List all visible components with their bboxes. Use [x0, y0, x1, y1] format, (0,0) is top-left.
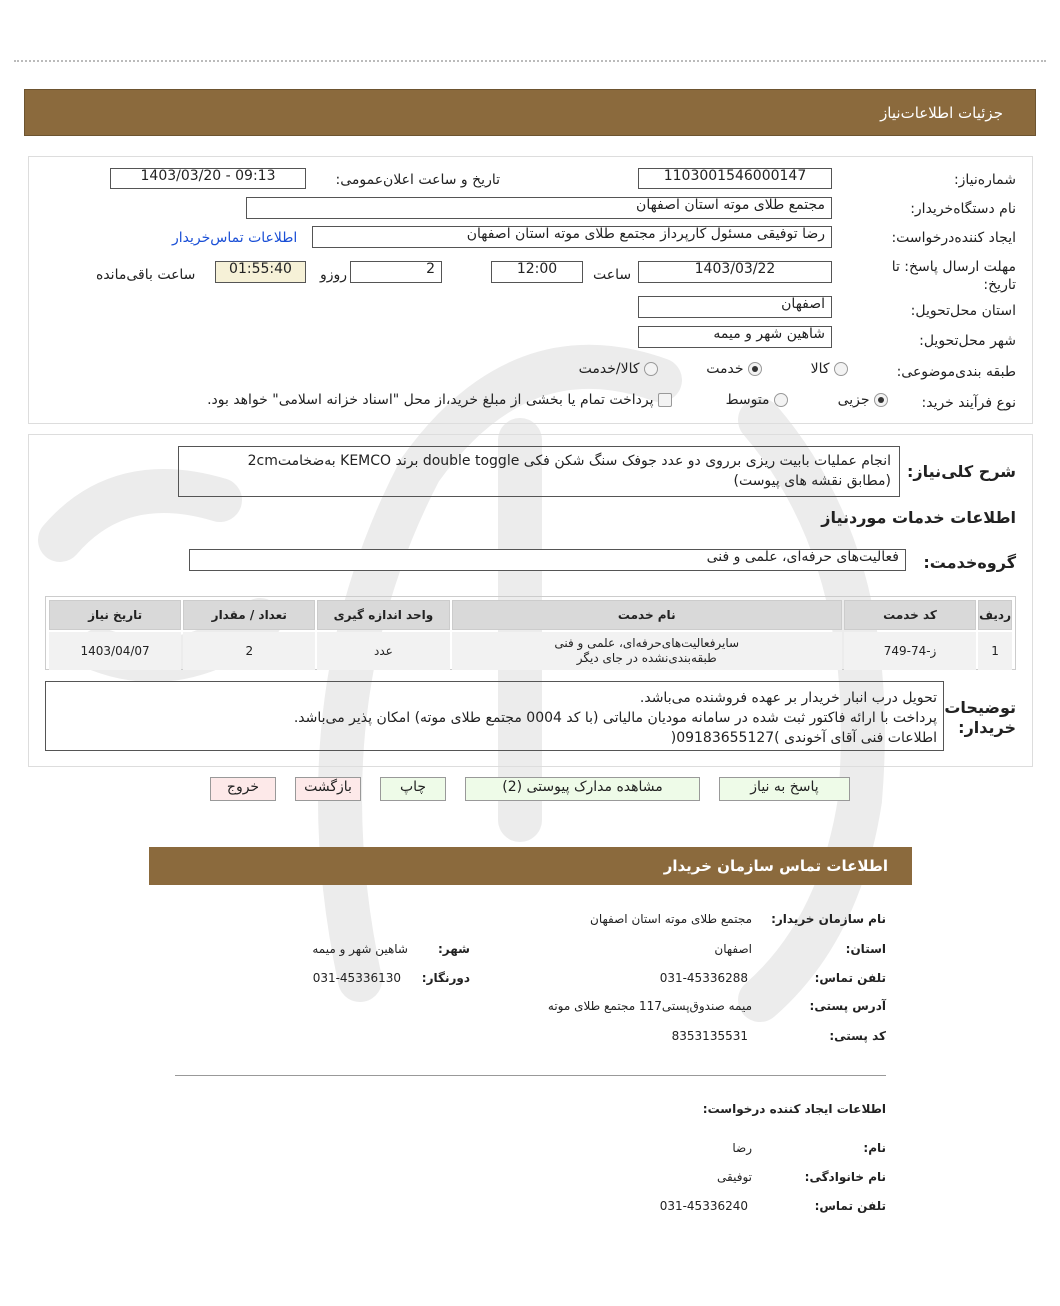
buyer-notes-box: [45, 681, 944, 751]
exit-button[interactable]: خروج: [210, 777, 276, 801]
creator-first-name-value: رضا: [732, 1141, 752, 1155]
cell-date: 1403/04/07: [49, 632, 181, 670]
deadline-label-line2: تاریخ:: [983, 277, 1016, 293]
buyer-notes-line2: پرداخت با ارائه فاکتور ثبت شده در سامانه مودیان مالیاتی (با کد 0004 مجتمع طلای موته) امکان پذیر می‌باشد.: [293, 710, 937, 726]
announce-date-label: تاریخ و ساعت اعلان‌عمومی:: [335, 172, 500, 188]
buyer-notes-label: [944, 698, 1016, 738]
contact-fax-value: 031-45336130: [312, 971, 401, 985]
cell-name-line2: طبقه‌بندی‌نشده در جای دیگر: [576, 651, 717, 665]
radio-goods-service[interactable]: [644, 362, 658, 376]
remaining-label: ساعت باقی‌مانده: [96, 267, 196, 283]
buyer-notes-label-line1: توضیحات: [944, 698, 1016, 717]
buyer-notes-line3: اطلاعات فنی آقای آخوندی )09183655127(: [670, 730, 937, 746]
col-unit: واحد اندازه گیری: [317, 600, 449, 630]
cell-code: ز-74-749: [844, 632, 976, 670]
radio-medium[interactable]: [774, 393, 788, 407]
creator-first-name-label: نام:: [863, 1141, 886, 1155]
cell-qty: 2: [183, 632, 315, 670]
print-button[interactable]: چاپ: [380, 777, 446, 801]
cell-name-line1: سایرفعالیت‌های‌حرفه‌ای، علمی و فنی: [554, 636, 740, 650]
table-row: [49, 632, 1012, 670]
reply-button[interactable]: پاسخ به نیاز: [719, 777, 850, 801]
page-header: [24, 89, 1036, 136]
process-label: نوع فرآیند خرید:: [921, 395, 1016, 411]
creator-phone-label: تلفن تماس:: [814, 1199, 886, 1213]
city-field: شاهین شهر و میمه: [638, 326, 832, 348]
creator-last-name-label: نام خانوادگی:: [804, 1170, 886, 1184]
radio-goods[interactable]: [834, 362, 848, 376]
city-label: شهر محل‌تحویل:: [919, 333, 1016, 349]
page-title: جزئیات اطلاعات‌نیاز: [880, 104, 1003, 122]
deadline-label-line1: مهلت ارسال پاسخ: تا: [891, 259, 1016, 275]
service-group-label: گروه‌خدمت:: [923, 553, 1016, 572]
description-text-line1: انجام عملیات بابیت ریزی برروی دو عدد جوفک سنگ شکن فکی double toggle برند KEMCO به‌ضخامت2cm: [247, 453, 891, 469]
contact-header: [149, 847, 912, 885]
buyer-org-field: مجتمع طلای موته استان اصفهان: [246, 197, 832, 219]
contact-city-label: شهر:: [438, 942, 470, 956]
contact-province-value: اصفهان: [714, 942, 752, 956]
days-field: 2: [350, 261, 442, 283]
col-row: ردیف: [978, 600, 1012, 630]
contact-postal-label: کد پستی:: [829, 1029, 886, 1043]
buyer-notes-line1: تحویل درب انبار خریدار بر عهده فروشنده می‌باشد.: [639, 690, 937, 706]
buyer-org-label: نام دستگاه‌خریدار:: [910, 201, 1016, 217]
process-radio-group: [0, 392, 888, 414]
contact-postal-value: 8353135531: [671, 1029, 748, 1043]
description-label: شرح کلی‌نیاز:: [907, 462, 1016, 481]
process-option-partial[interactable]: جزیی: [838, 392, 888, 408]
cell-name: [452, 632, 842, 670]
payment-treasury-checkbox[interactable]: [658, 393, 672, 407]
need-number-field: 1103001546000147: [638, 168, 832, 189]
contact-phone-label: تلفن تماس:: [814, 971, 886, 985]
col-date: تاریخ نیاز: [49, 600, 181, 630]
need-number-label: شماره‌نیاز:: [953, 172, 1016, 188]
contact-province-label: استان:: [845, 942, 886, 956]
buyer-contact-link[interactable]: اطلاعات تماس‌خریدار: [172, 230, 298, 246]
services-section-title: اطلاعات خدمات موردنیاز: [821, 508, 1016, 527]
top-divider: [14, 60, 1046, 62]
days-label: روزو: [320, 267, 348, 283]
creator-last-name-value: توفیقی: [717, 1170, 752, 1184]
deadline-date-field: 1403/03/22: [638, 261, 832, 283]
category-option-goods-service[interactable]: کالا/خدمت: [579, 361, 658, 377]
contact-phone-value: 031-45336288: [659, 971, 748, 985]
contact-divider: [175, 1075, 886, 1076]
radio-service[interactable]: [748, 362, 762, 376]
attachments-button[interactable]: مشاهده مدارک پیوستی (2): [465, 777, 700, 801]
contact-fax-label: دورنگار:: [421, 971, 470, 985]
col-qty: تعداد / مقدار: [183, 600, 315, 630]
category-option-service[interactable]: خدمت: [706, 361, 762, 377]
payment-treasury-option[interactable]: پرداخت تمام یا بخشی از مبلغ خرید،از محل "اسناد خزانه اسلامی" خواهد بود.: [207, 392, 672, 408]
buyer-notes-label-line2: خریدار:: [958, 718, 1016, 737]
contact-address-label: آدرس پستی:: [809, 999, 886, 1013]
contact-address-value: میمه صندوق‌پستی117 مجتمع طلای موته: [547, 999, 752, 1013]
cell-unit: عدد: [317, 632, 449, 670]
col-code: کد خدمت: [844, 600, 976, 630]
creator-field: رضا توفیقی مسئول کارپرداز مجتمع طلای موته استان اصفهان: [312, 226, 832, 248]
province-field: اصفهان: [638, 296, 832, 318]
process-option-medium[interactable]: متوسط: [726, 392, 788, 408]
description-box: [178, 446, 900, 497]
radio-partial[interactable]: [874, 393, 888, 407]
cell-row: 1: [978, 632, 1012, 670]
category-option-goods[interactable]: کالا: [811, 361, 848, 377]
deadline-time-field: 12:00: [491, 261, 583, 283]
col-name: نام خدمت: [452, 600, 842, 630]
service-group-field: فعالیت‌های حرفه‌ای، علمی و فنی: [189, 549, 906, 571]
remaining-time-field: 01:55:40: [215, 261, 306, 283]
services-table-header: [49, 600, 1012, 630]
announce-date-field: 1403/03/20 - 09:13: [110, 168, 306, 189]
services-table: [47, 598, 1014, 672]
province-label: استان محل‌تحویل:: [910, 303, 1016, 319]
creator-phone-value: 031-45336240: [659, 1199, 748, 1213]
creator-section-title: اطلاعات ایجاد کننده درخواست:: [702, 1102, 886, 1116]
contact-title: اطلاعات تماس سازمان خریدار: [663, 857, 888, 875]
category-label: طبقه بندی‌موضوعی:: [896, 364, 1016, 380]
contact-org-value: مجتمع طلای موته استان اصفهان: [590, 912, 752, 926]
deadline-label: [892, 258, 1016, 294]
category-radio-group: [368, 361, 848, 383]
back-button[interactable]: بازگشت: [295, 777, 361, 801]
contact-org-label: نام سازمان خریدار:: [771, 912, 886, 926]
contact-city-value: شاهین شهر و میمه: [312, 942, 408, 956]
deadline-time-label: ساعت: [593, 267, 632, 283]
creator-label: ایجاد کننده‌درخواست:: [891, 230, 1016, 246]
description-text-line2: (مطابق نقشه های پیوست): [733, 473, 891, 489]
